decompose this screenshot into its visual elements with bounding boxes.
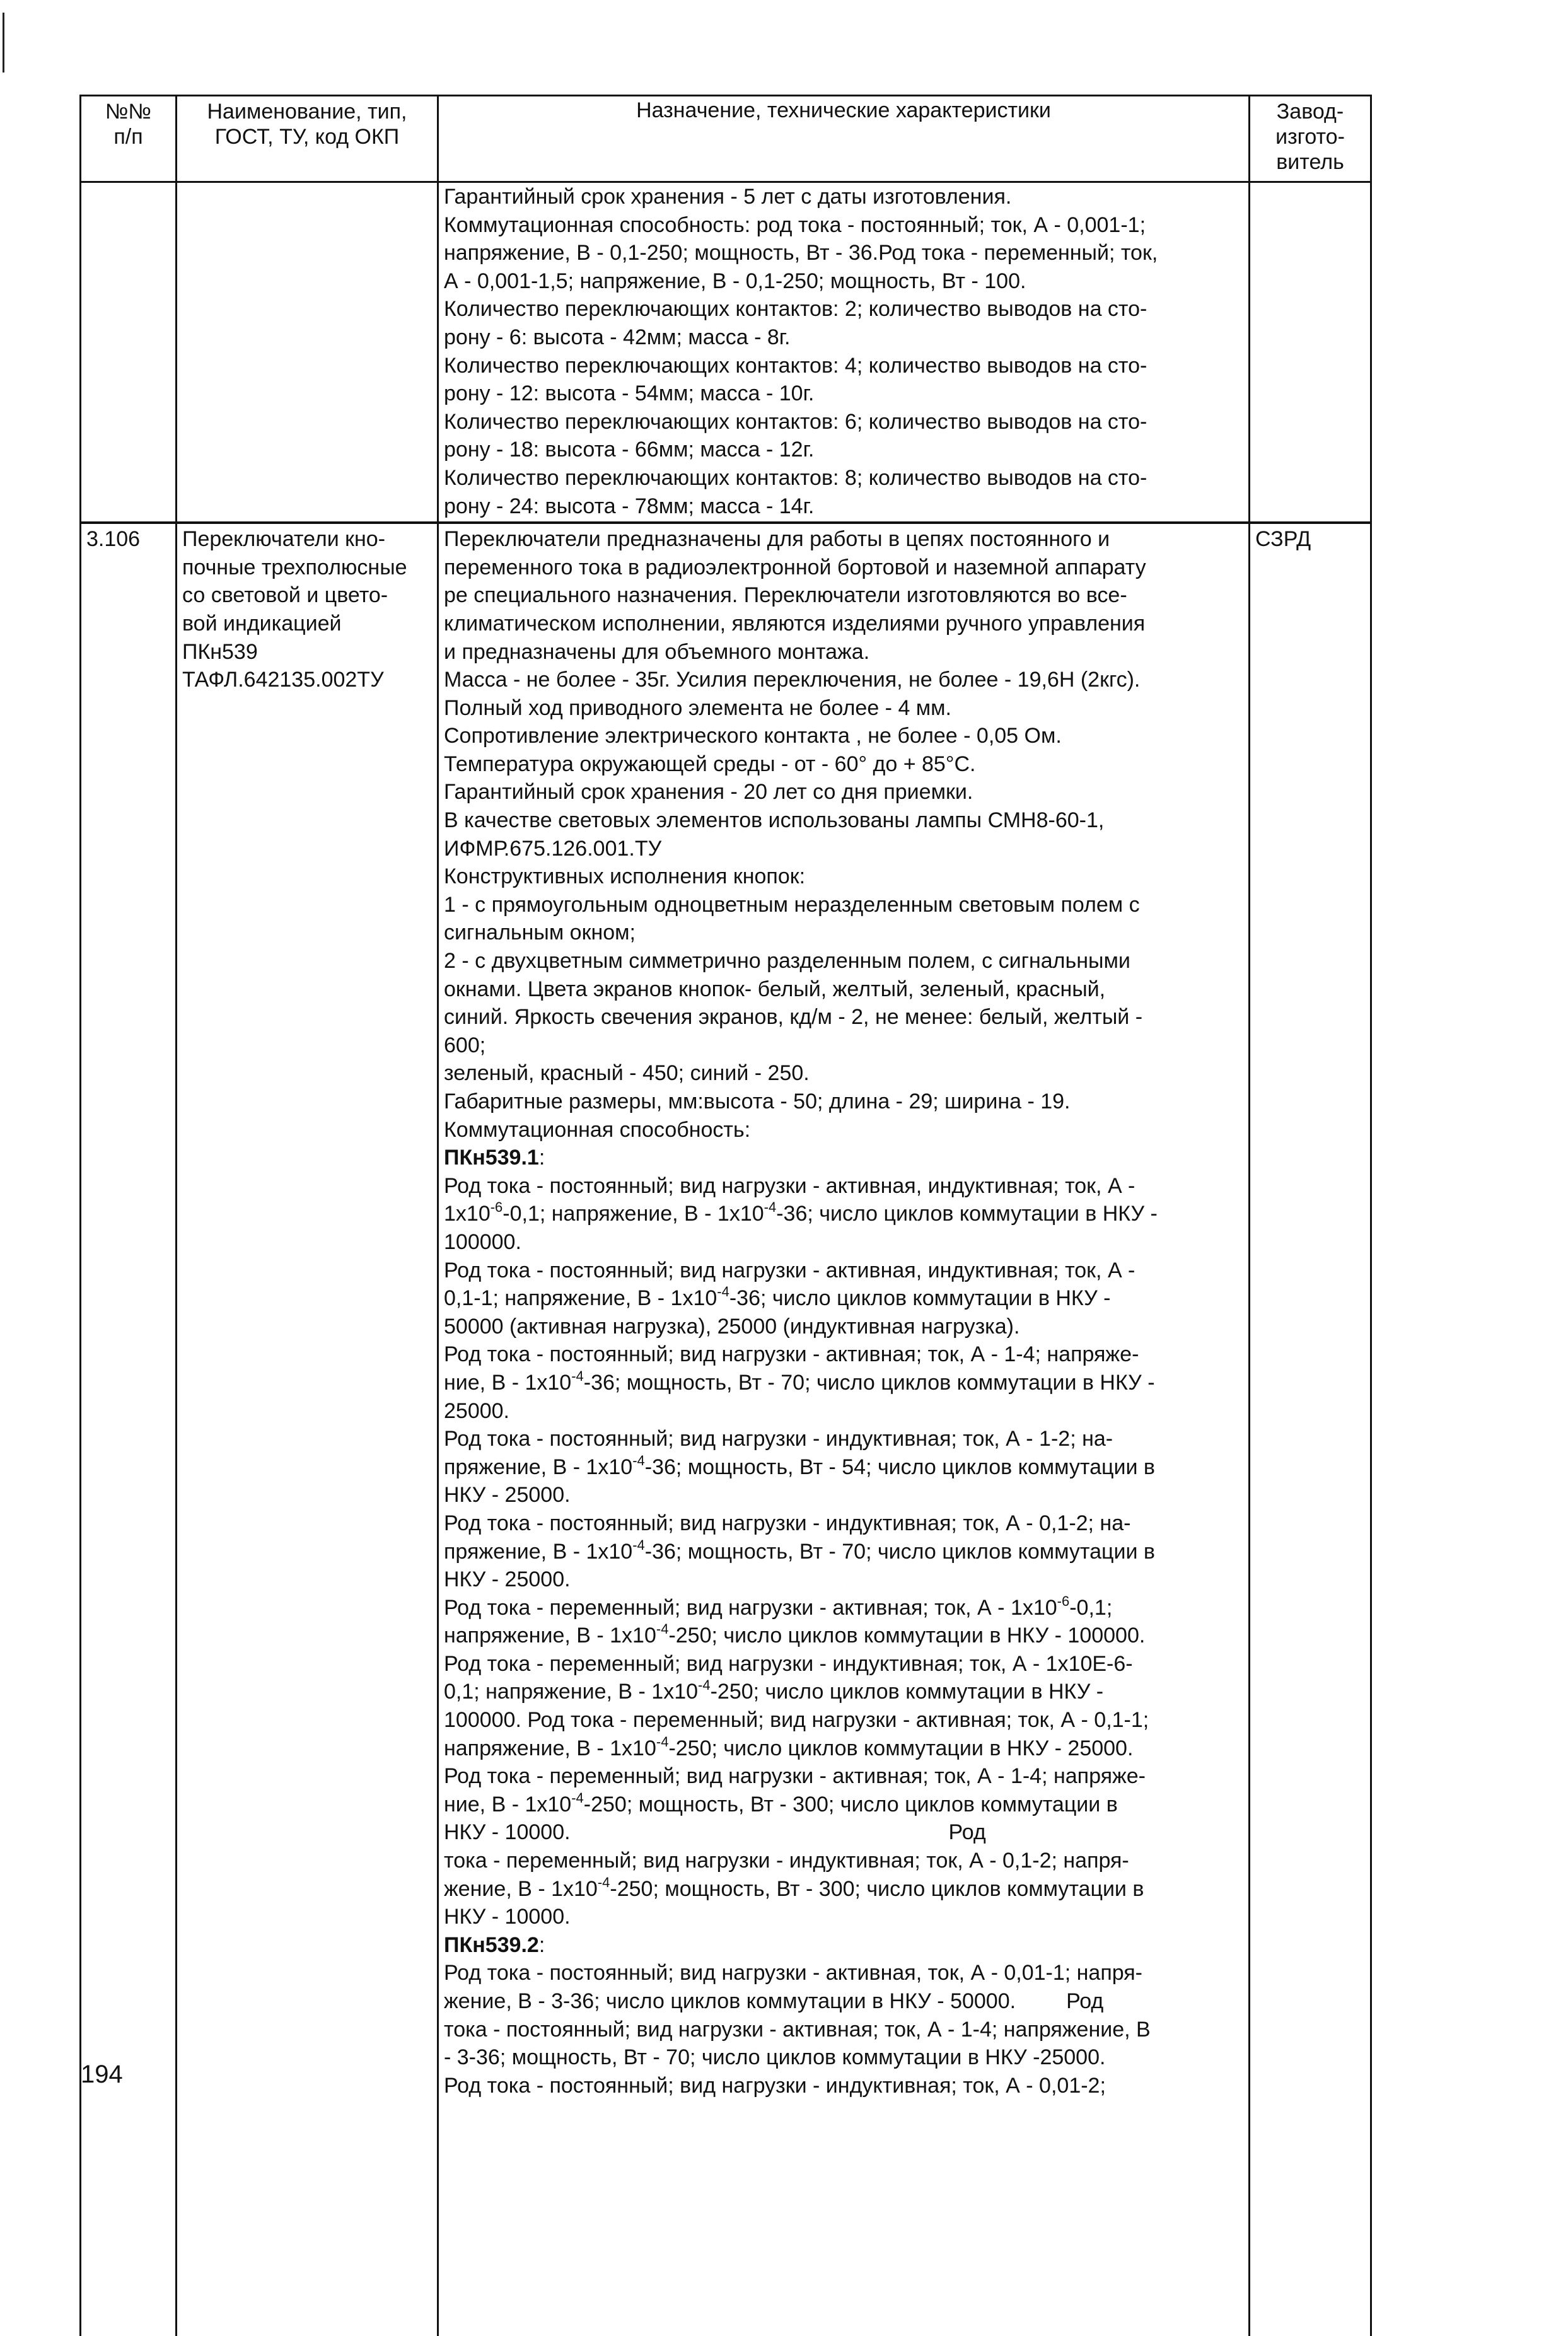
- text-line: Полный ход приводного элемента не более - 4 мм.: [444, 695, 951, 720]
- text-line: Гарантийный срок хранения - 20 лет со дня приемки.: [444, 780, 973, 805]
- entry-number-text: 3.106: [86, 527, 141, 552]
- header-name: [177, 96, 438, 182]
- header-number-line: №№: [105, 100, 151, 124]
- text-line: [444, 1284, 1243, 1313]
- table-header-row: [81, 96, 1371, 182]
- text-line: рону - 6: высота - 42мм; масса - 8г.: [444, 325, 791, 349]
- superscript: -4: [632, 1537, 645, 1553]
- text-line: НКУ - 25000.: [444, 1483, 571, 1508]
- entry-name-line: со световой и цвето-: [182, 583, 388, 608]
- text-fragment: -36; число циклов коммутации в НКУ -: [729, 1286, 1111, 1311]
- header-manufacturer-line: витель: [1276, 150, 1344, 174]
- text-line: сигнальным окном;: [444, 921, 636, 945]
- header-manufacturer-line: изгото-: [1275, 125, 1345, 149]
- text-line: Род тока - переменный; вид нагрузки - индуктивная; ток, А - 1х10Е-6-: [444, 1651, 1133, 1676]
- header-name-line: ГОСТ, ТУ, код ОКП: [214, 125, 400, 149]
- text-line: 100000. Род тока - переменный; вид нагрузки - активная; ток, А - 0,1-1;: [444, 1708, 1149, 1733]
- text-line: рону - 24: высота - 78мм; масса - 14г.: [444, 494, 815, 518]
- text-line: окнами. Цвета экранов кнопок- белый, желтый, зеленый, красный,: [444, 977, 1106, 1001]
- pkn1-label: ПКн539.1: [444, 1146, 539, 1170]
- entry-name-line: почные трехполюсные: [182, 555, 407, 579]
- text-line: Количество переключающих контактов: 2; количество выводов на сто-: [444, 297, 1147, 322]
- text-line: [444, 1369, 1243, 1397]
- superscript: -4: [656, 1621, 669, 1637]
- text-line: Род тока - постоянный; вид нагрузки - активная, ток, А - 0,01-1; напря-: [444, 1961, 1143, 1985]
- header-manufacturer: [1250, 96, 1371, 182]
- continuation-desc-cell: [438, 182, 1250, 523]
- text-line: Габаритные размеры, мм:высота - 50; длина - 29; ширина - 19.: [444, 1090, 1071, 1113]
- superscript: -4: [656, 1733, 669, 1750]
- entry-desc-cell: [438, 523, 1250, 2336]
- header-number-line: п/п: [113, 125, 143, 149]
- text-fragment: -250; число циклов коммутации в НКУ - 25000.: [668, 1736, 1134, 1760]
- text-fragment: жение, В - 1х10: [444, 1876, 598, 1901]
- text-fragment: НКУ - 10000.: [444, 1820, 571, 1845]
- superscript: -4: [698, 1677, 711, 1694]
- text-fragment: 0,1; напряжение, В - 1х10: [444, 1680, 699, 1704]
- text-fragment: 0,1-1; напряжение, В - 1х10: [444, 1286, 717, 1311]
- text-line: Количество переключающих контактов: 6; количество выводов на сто-: [444, 409, 1147, 434]
- text-line: напряжение, В - 0,1-250; мощность, Вт - 36.Род тока - переменный; ток,: [444, 241, 1158, 265]
- text-line: и предназначены для объемного монтажа.: [444, 639, 870, 664]
- text-fragment: жение, В - 3-36; число циклов коммутации в НКУ - 50000.: [444, 1989, 1016, 2013]
- text-line: [444, 1538, 1243, 1566]
- continuation-manufacturer-cell: [1250, 182, 1371, 523]
- text-line: НКУ - 10000.: [444, 1905, 571, 1929]
- text-fragment: -250; мощность, Вт - 300; число циклов коммутации в: [610, 1876, 1144, 1901]
- superscript: -4: [571, 1368, 584, 1384]
- text-line: Коммутационная способность: род тока - постоянный; ток, А - 0,001-1;: [444, 212, 1146, 237]
- superscript: -6: [490, 1199, 503, 1216]
- text-line: [444, 1678, 1243, 1706]
- text-line: ИФМР.675.126.001.ТУ: [444, 836, 662, 861]
- text-line: Род тока - постоянный; вид нагрузки - активная; ток, А - 1-4; напряже-: [444, 1342, 1139, 1367]
- text-fragment: 1х10: [444, 1202, 491, 1226]
- text-line: Род тока - постоянный; вид нагрузки - индуктивная; ток, А - 0,1-2; на-: [444, 1511, 1131, 1535]
- catalog-table: [79, 95, 1372, 2336]
- text-line: 25000.: [444, 1398, 509, 1423]
- superscript: -4: [764, 1199, 777, 1216]
- text-line: Количество переключающих контактов: 4; количество выводов на сто-: [444, 353, 1147, 378]
- text-line: тока - постоянный; вид нагрузки - активная; ток, А - 1-4; напряжение, В: [444, 2017, 1151, 2042]
- entry-name-line: Переключатели кно-: [182, 527, 386, 552]
- text-fragment: ние, В - 1х10: [444, 1792, 572, 1816]
- text-line: Род тока - постоянный; вид нагрузки - индуктивная; ток, А - 0,01-2;: [444, 2073, 1106, 2098]
- text-line: [444, 1622, 1243, 1650]
- pkn2-label: ПКн539.2: [444, 1932, 539, 1957]
- text-line: рону - 18: высота - 66мм; масса - 12г.: [444, 438, 815, 462]
- scan-margin-mark: [3, 13, 4, 73]
- superscript: -4: [597, 1874, 610, 1890]
- text-fragment: ние, В - 1х10: [444, 1370, 572, 1395]
- text-line: [444, 1818, 1243, 1847]
- header-purpose: [438, 96, 1250, 182]
- text-fragment: напряжение, В - 1х10: [444, 1736, 656, 1760]
- text-line: 1 - с прямоугольным одноцветным неразделенным световым полем с: [444, 892, 1140, 917]
- text-line: 100000.: [444, 1229, 521, 1254]
- text-line: 50000 (активная нагрузка), 25000 (индуктивная нагрузка).: [444, 1314, 1020, 1339]
- text-line: [444, 1735, 1243, 1763]
- header-name-line: Наименование, тип,: [207, 100, 407, 124]
- text-line: рону - 12: высота - 54мм; масса - 10г.: [444, 381, 815, 406]
- header-purpose-text: Назначение, технические характеристики: [636, 98, 1051, 122]
- continuation-row: [81, 182, 1371, 523]
- text-fragment: -36; число циклов коммутации в НКУ -: [776, 1202, 1158, 1226]
- text-line: Гарантийный срок хранения - 5 лет с даты изготовления.: [444, 185, 1012, 209]
- page-number: 194: [81, 2060, 123, 2088]
- text-line: Род тока - постоянный; вид нагрузки - индуктивная; ток, А - 1-2; на-: [444, 1427, 1113, 1451]
- superscript: -4: [571, 1789, 584, 1806]
- entry-row: [81, 523, 1371, 2336]
- pkn1-heading: ПКн539.1:: [444, 1146, 545, 1170]
- entry-manufacturer-text: СЗРД: [1255, 527, 1311, 552]
- text-line: ре специального назначения. Переключатели изготовляются во все-: [444, 583, 1127, 608]
- text-line: Сопротивление электрического контакта , не более - 0,05 Ом.: [444, 724, 1062, 748]
- text-line: Род тока - переменный; вид нагрузки - активная; ток, А - 1-4; напряже-: [444, 1764, 1146, 1789]
- text-line: тока - переменный; вид нагрузки - индуктивная; ток, А - 0,1-2; напря-: [444, 1849, 1129, 1873]
- text-line: [444, 1594, 1243, 1622]
- text-line: синий. Яркость свечения экранов, кд/м - 2, не менее: белый, желтый -: [444, 1005, 1143, 1030]
- text-fragment: пряжение, В - 1х10: [444, 1455, 633, 1479]
- entry-name-cell: [177, 523, 438, 2336]
- text-line: [444, 1453, 1243, 1482]
- text-line: Масса - не более - 35г. Усилия переключения, не более - 19,6Н (2кгс).: [444, 668, 1141, 692]
- pkn2-heading: ПКн539.2:: [444, 1932, 545, 1957]
- text-fragment: Род: [948, 1820, 986, 1845]
- text-line: переменного тока в радиоэлектронной бортовой и наземной аппарату: [444, 555, 1146, 579]
- text-fragment: -250; число циклов коммутации в НКУ - 100000.: [668, 1624, 1146, 1648]
- text-fragment: -36; мощность, Вт - 70; число циклов коммутации в НКУ -: [583, 1370, 1155, 1395]
- text-line: В качестве световых элементов использованы лампы СМН8-60-1,: [444, 808, 1105, 833]
- text-fragment: Род: [1066, 1989, 1104, 2013]
- text-line: [444, 1875, 1243, 1903]
- superscript: -4: [717, 1284, 729, 1300]
- continuation-number-cell: [81, 182, 177, 523]
- text-fragment: напряжение, В - 1х10: [444, 1624, 656, 1648]
- text-line: Конструктивных исполнения кнопок:: [444, 864, 806, 889]
- text-line: [444, 1200, 1243, 1228]
- entry-name-line: ПКн539: [182, 639, 258, 664]
- text-fragment: пряжение, В - 1х10: [444, 1539, 633, 1564]
- text-fragment: -0,1;: [1069, 1595, 1113, 1620]
- text-line: А - 0,001-1,5; напряжение, В - 0,1-250; мощность, Вт - 100.: [444, 269, 1026, 293]
- entry-name-line: ТАФЛ.642135.002ТУ: [182, 668, 384, 692]
- text-line: Род тока - постоянный; вид нагрузки - активная, индуктивная; ток, А -: [444, 1173, 1135, 1198]
- text-line: зеленый, красный - 450; синий - 250.: [444, 1061, 810, 1086]
- text-line: Количество переключающих контактов: 8; количество выводов на сто-: [444, 465, 1147, 490]
- text-line: Род тока - постоянный; вид нагрузки - активная, индуктивная; ток, А -: [444, 1258, 1135, 1282]
- superscript: -6: [1057, 1593, 1070, 1609]
- text-line: НКУ - 25000.: [444, 1567, 571, 1592]
- text-fragment: Род тока - переменный; вид нагрузки - активная; ток, А - 1х10: [444, 1595, 1057, 1620]
- header-number: [81, 96, 177, 182]
- text-line: - 3-36; мощность, Вт - 70; число циклов коммутации в НКУ -25000.: [444, 2045, 1106, 2070]
- continuation-name-cell: [177, 182, 438, 523]
- text-line: [444, 1987, 1243, 2016]
- header-manufacturer-line: Завод-: [1276, 100, 1344, 124]
- entry-name-line: вой индикацией: [182, 611, 342, 636]
- text-line: 600;: [444, 1033, 486, 1057]
- text-line: климатическом исполнении, являются изделиями ручного управления: [444, 611, 1146, 636]
- text-line: Переключатели предназначены для работы в цепях постоянного и: [444, 527, 1110, 552]
- text-line: [444, 1791, 1243, 1819]
- text-fragment: -250; мощность, Вт - 300; число циклов коммутации в: [583, 1792, 1118, 1816]
- text-line: Температура окружающей среды - от - 60° до + 85°С.: [444, 752, 976, 776]
- text-fragment: -250; число циклов коммутации в НКУ -: [710, 1680, 1104, 1704]
- text-fragment: -36; мощность, Вт - 54; число циклов коммутации в: [644, 1455, 1155, 1479]
- text-fragment: -36; мощность, Вт - 70; число циклов коммутации в: [644, 1539, 1155, 1564]
- text-line: Коммутационная способность:: [444, 1117, 751, 1142]
- text-line: 2 - с двухцветным симметрично разделенным полем, с сигнальными: [444, 949, 1130, 973]
- text-fragment: -0,1; напряжение, В - 1х10: [502, 1202, 764, 1226]
- superscript: -4: [632, 1452, 645, 1468]
- entry-manufacturer: [1250, 523, 1371, 2336]
